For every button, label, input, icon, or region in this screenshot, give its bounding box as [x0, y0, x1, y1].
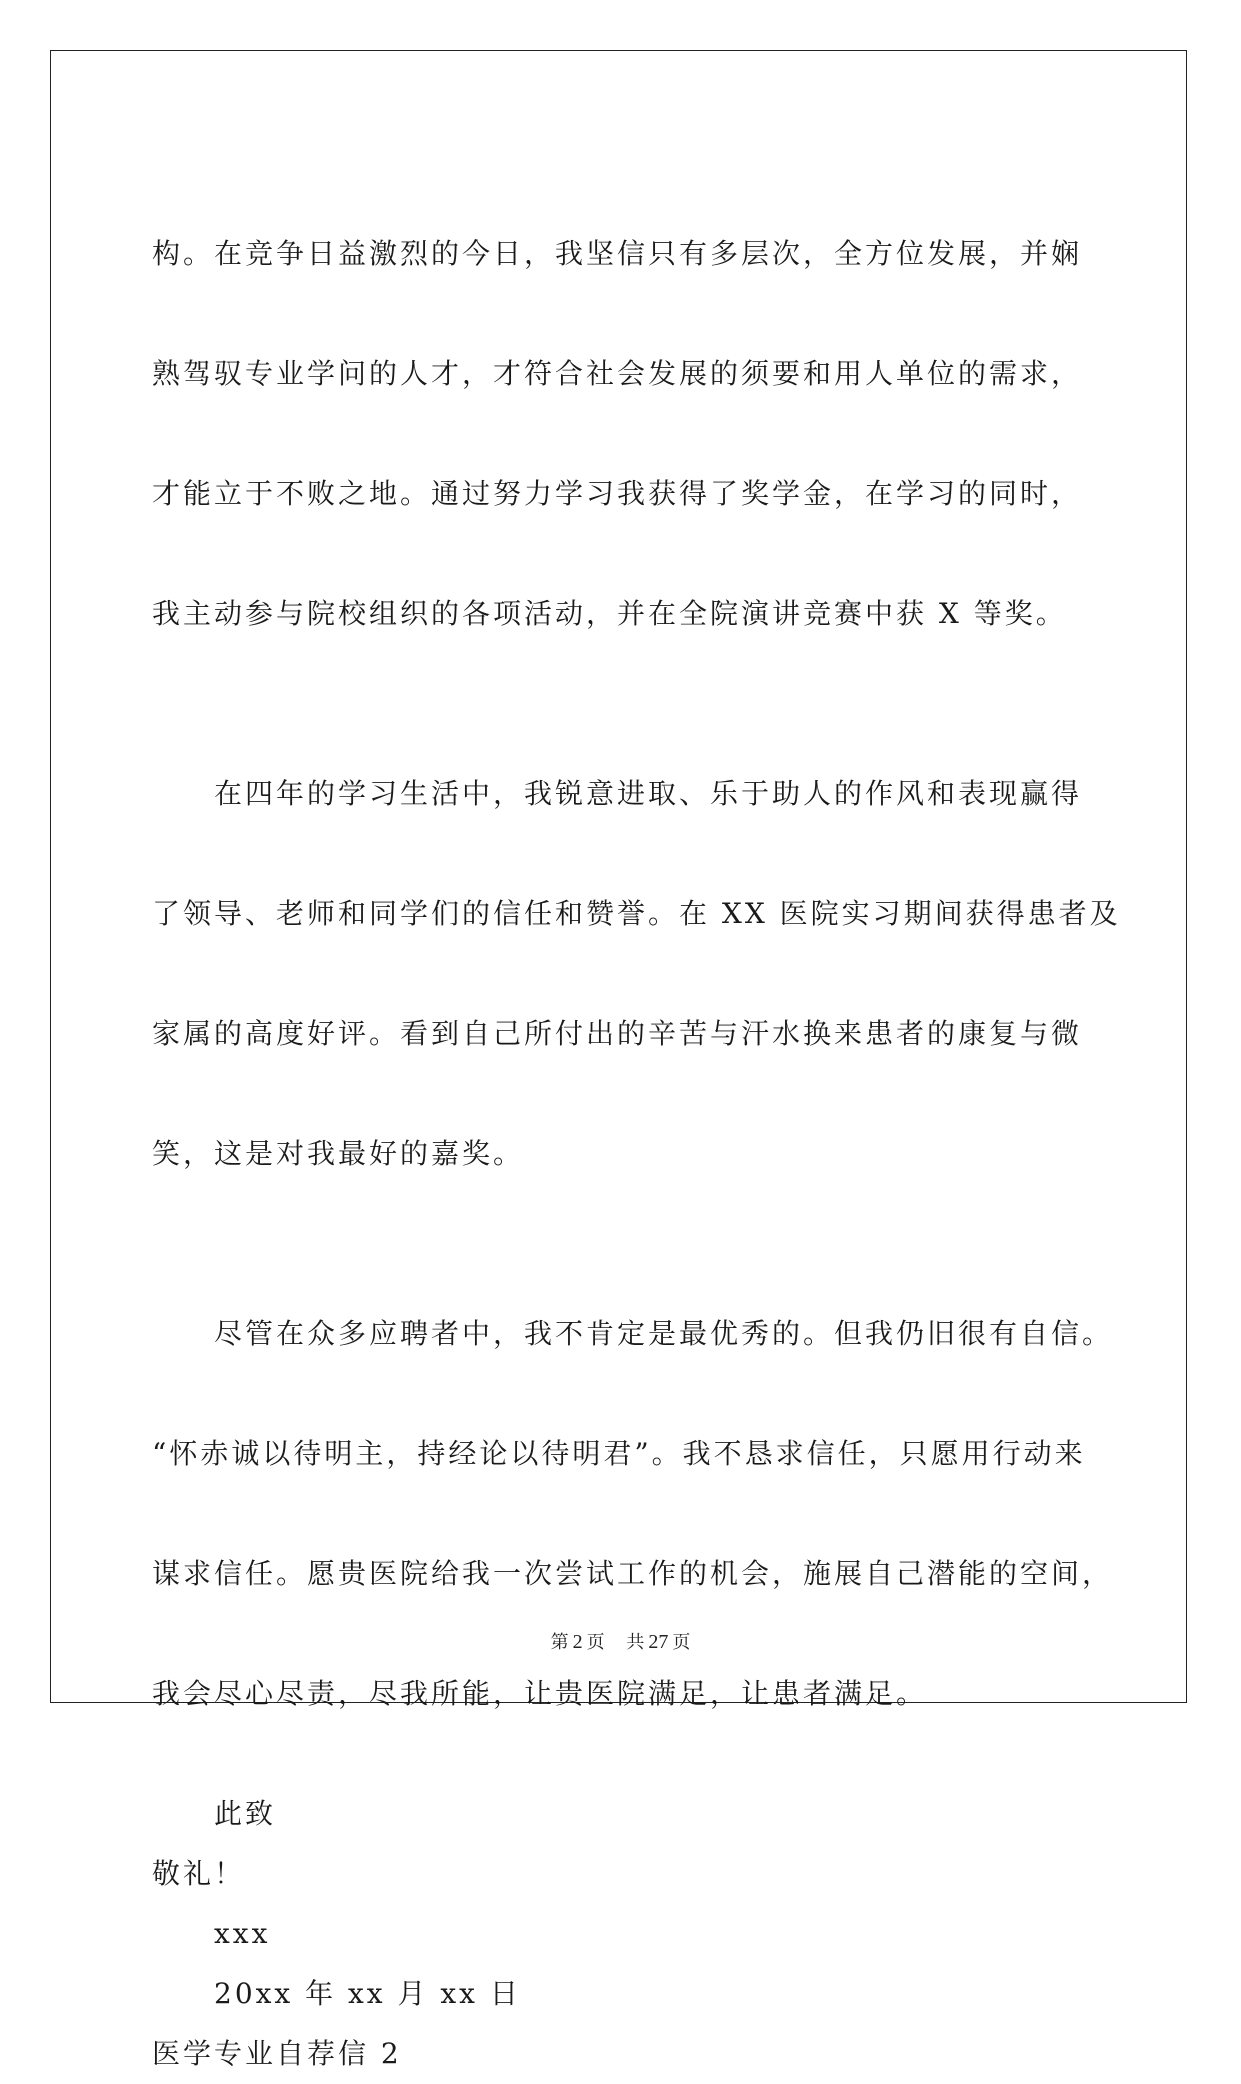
paragraph-2: [152, 704, 1121, 1244]
text-line: 笑，这是对我最好的嘉奖。: [152, 1137, 525, 1170]
paragraph-3: [152, 1244, 1114, 1784]
salutation: 此致: [214, 1797, 277, 1830]
page-prefix: 第: [550, 1632, 569, 1653]
total-indicator: [622, 1632, 694, 1653]
paragraph-1: [152, 164, 1092, 704]
text-line: 构。在竞争日益激烈的今日，我坚信只有多层次，全方位发展，并娴: [152, 237, 1083, 270]
text-line: 了领导、老师和同学们的信任和赞誉。在 XX 医院实习期间获得患者及: [152, 897, 1121, 930]
letter-body: [152, 164, 1121, 2084]
total-pages: 27: [648, 1631, 669, 1653]
page-footer: [0, 1628, 1241, 1654]
text-line: 家属的高度好评。看到自己所付出的辛苦与汗水换来患者的康复与微: [152, 1017, 1083, 1050]
total-suffix: 页: [672, 1632, 691, 1653]
text-line: 谋求信任。愿贵医院给我一次尝试工作的机会，施展自己潜能的空间，: [152, 1557, 1114, 1590]
page-number: 2: [572, 1631, 583, 1653]
text-line: 才能立于不败之地。通过努力学习我获得了奖学金，在学习的同时，: [152, 477, 1083, 510]
page-suffix: 页: [586, 1632, 605, 1653]
letter-date: 20xx 年 xx 月 xx 日: [214, 1977, 521, 2010]
signature: xxx: [214, 1917, 271, 1950]
next-section-title: 医学专业自荐信 2: [152, 2037, 402, 2070]
text-line: 我会尽心尽责，尽我所能，让贵医院满足，让患者满足。: [152, 1677, 928, 1710]
text-line: 我主动参与院校组织的各项活动，并在全院演讲竞赛中获 X 等奖。: [152, 597, 1067, 630]
text-line: 熟驾驭专业学问的人才，才符合社会发展的须要和用人单位的需求，: [152, 357, 1083, 390]
text-line: “怀赤诚以待明主，持经论以待明君”。我不恳求信任，只愿用行动来: [152, 1437, 1086, 1470]
page-indicator: [547, 1632, 609, 1653]
regards: 敬礼！: [152, 1857, 246, 1890]
total-prefix: 共: [626, 1632, 645, 1653]
text-line: 尽管在众多应聘者中，我不肯定是最优秀的。但我仍旧很有自信。: [214, 1317, 1114, 1350]
text-line: 在四年的学习生活中，我锐意进取、乐于助人的作风和表现赢得: [214, 777, 1083, 810]
